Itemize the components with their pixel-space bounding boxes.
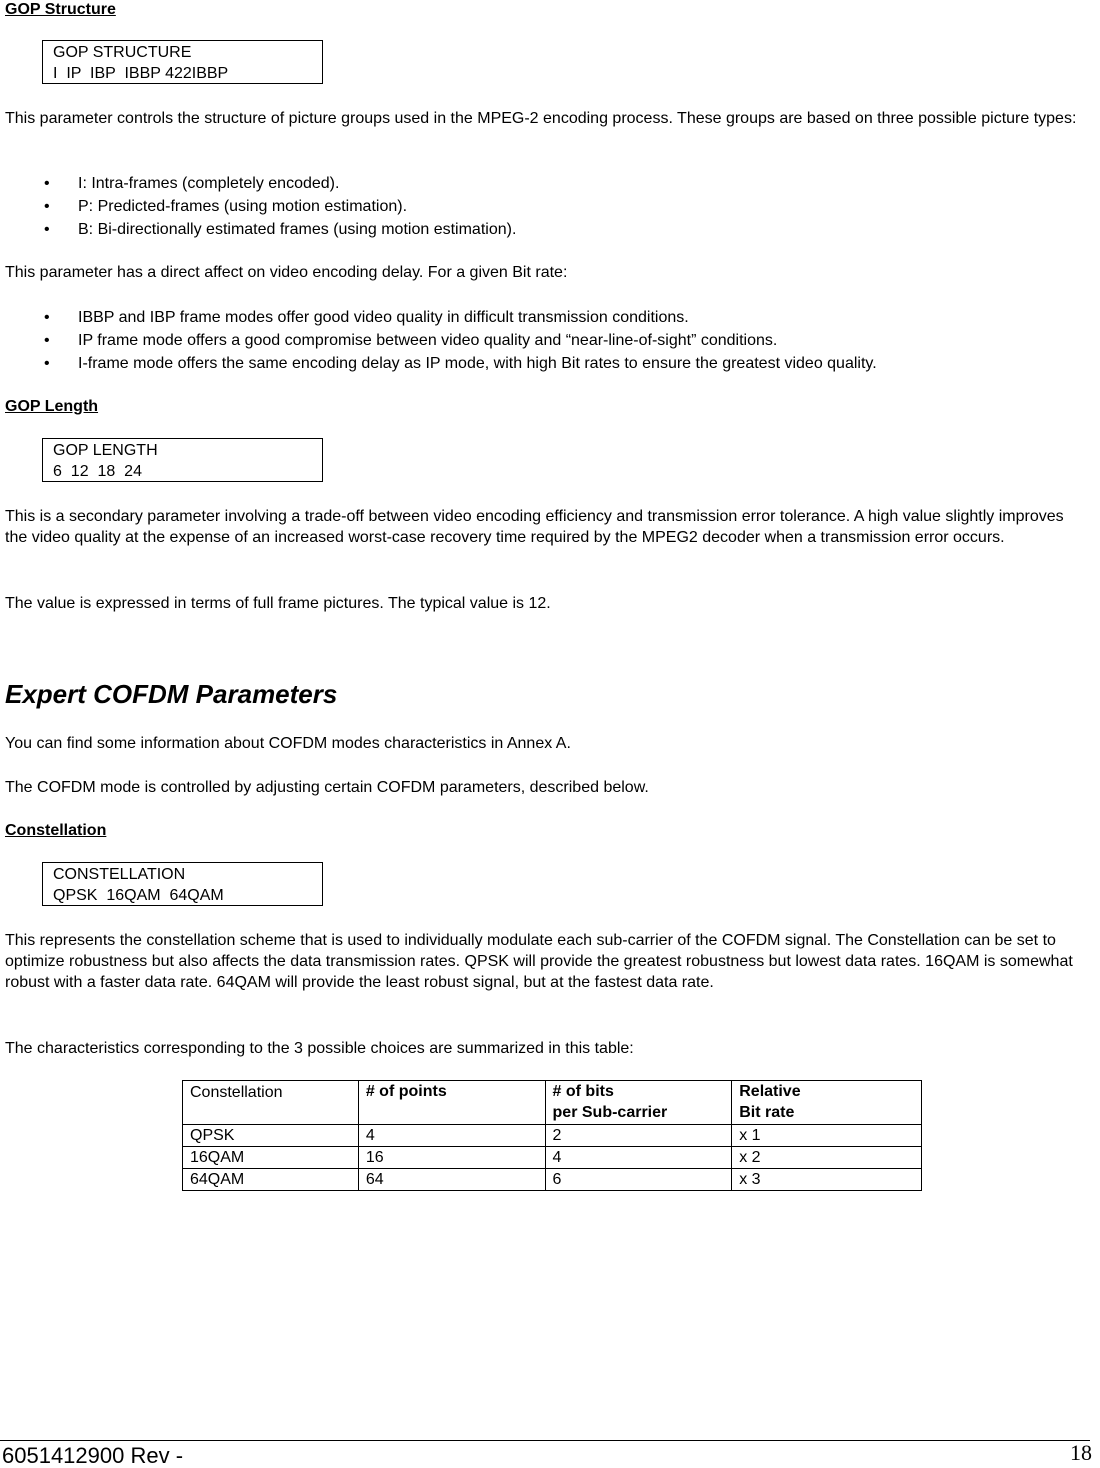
constellation-heading: Constellation bbox=[5, 822, 107, 839]
constellation-box-title: CONSTELLATION bbox=[53, 866, 186, 883]
table-header-cell: # of points bbox=[358, 1081, 545, 1125]
constellation-table bbox=[182, 1080, 922, 1191]
gop-structure-box bbox=[42, 40, 323, 84]
table-cell: QPSK bbox=[183, 1125, 359, 1147]
table-cell: 64QAM bbox=[183, 1169, 359, 1191]
table-row bbox=[183, 1147, 922, 1169]
gop-structure-intro: This parameter controls the structure of picture groups used in the MPEG-2 encoding process. These groups are based on three possible picture types: bbox=[5, 110, 1077, 127]
table-row bbox=[183, 1125, 922, 1147]
gop-length-box-options: 6 12 18 24 bbox=[53, 463, 142, 480]
gop-length-heading: GOP Length bbox=[5, 398, 99, 415]
table-cell: 4 bbox=[545, 1147, 732, 1169]
table-cell: x 3 bbox=[732, 1169, 922, 1191]
gop-structure-heading: GOP Structure bbox=[5, 1, 116, 18]
constellation-box bbox=[42, 862, 323, 906]
table-header-cell: Relative Bit rate bbox=[732, 1081, 922, 1125]
gop-length-typical-value: The value is expressed in terms of full frame pictures. The typical value is 12. bbox=[5, 595, 551, 612]
list-item: • IP frame mode offers a good compromise between video quality and “near-line-of-sight” conditions. bbox=[44, 332, 778, 349]
expert-mode-text: The COFDM mode is controlled by adjusting certain COFDM parameters, described below. bbox=[5, 779, 649, 796]
table-cell: 16 bbox=[358, 1147, 545, 1169]
table-row bbox=[183, 1169, 922, 1191]
gop-structure-box-options: I IP IBP IBBP 422IBBP bbox=[53, 65, 229, 82]
constellation-table-intro: The characteristics corresponding to the 3 possible choices are summarized in this table: bbox=[5, 1040, 634, 1057]
gop-structure-delay-text: This parameter has a direct affect on video encoding delay. For a given Bit rate: bbox=[5, 264, 568, 281]
frame-modes-list bbox=[0, 306, 877, 375]
expert-cofdm-title: Expert COFDM Parameters bbox=[5, 679, 338, 709]
table-cell: x 2 bbox=[732, 1147, 922, 1169]
gop-structure-box-title: GOP STRUCTURE bbox=[53, 44, 192, 61]
footer-page-number: 18 bbox=[1070, 1440, 1092, 1465]
table-header-cell: Constellation bbox=[183, 1081, 359, 1125]
list-item: • P: Predicted-frames (using motion estimation). bbox=[44, 198, 408, 215]
table-cell: 64 bbox=[358, 1169, 545, 1191]
table-cell: x 1 bbox=[732, 1125, 922, 1147]
footer-doc-number: 6051412900 Rev - bbox=[2, 1443, 184, 1468]
table-cell: 2 bbox=[545, 1125, 732, 1147]
list-item: • B: Bi-directionally estimated frames (using motion estimation). bbox=[44, 221, 517, 238]
table-header-row bbox=[183, 1081, 922, 1125]
list-item: • I-frame mode offers the same encoding delay as IP mode, with high Bit rates to ensure the greatest video quality. bbox=[44, 355, 877, 372]
table-cell: 4 bbox=[358, 1125, 545, 1147]
gop-length-box-title: GOP LENGTH bbox=[53, 442, 158, 459]
footer-divider bbox=[0, 1440, 1090, 1441]
list-item: • IBBP and IBP frame modes offer good video quality in difficult transmission conditions. bbox=[44, 309, 689, 326]
table-cell: 6 bbox=[545, 1169, 732, 1191]
picture-types-list bbox=[0, 172, 516, 241]
constellation-box-options: QPSK 16QAM 64QAM bbox=[53, 887, 224, 904]
table-cell: 16QAM bbox=[183, 1147, 359, 1169]
table-header-cell: # of bits per Sub-carrier bbox=[545, 1081, 732, 1125]
list-item: • I: Intra-frames (completely encoded). bbox=[44, 175, 340, 192]
expert-annex-text: You can find some information about COFDM modes characteristics in Annex A. bbox=[5, 735, 571, 752]
gop-length-description: This is a secondary parameter involving a trade-off between video encoding efficiency and transmission error tolerance. A high value slightly improves the video quality at the expense of an increased worst-case recovery time required by the MPEG2 decoder when a transmission error occurs. bbox=[5, 508, 1064, 546]
constellation-description: This represents the constellation scheme that is used to individually modulate each sub-carrier of the COFDM signal. The Constellation can be set to optimize robustness but also affects the data transmission rates. QPSK will provide the greatest robustness but lowest data rates. 16QAM is somewhat robust with a faster data rate. 64QAM will provide the least robust signal, but at the fastest data rate. bbox=[5, 932, 1073, 991]
gop-length-box bbox=[42, 438, 323, 482]
